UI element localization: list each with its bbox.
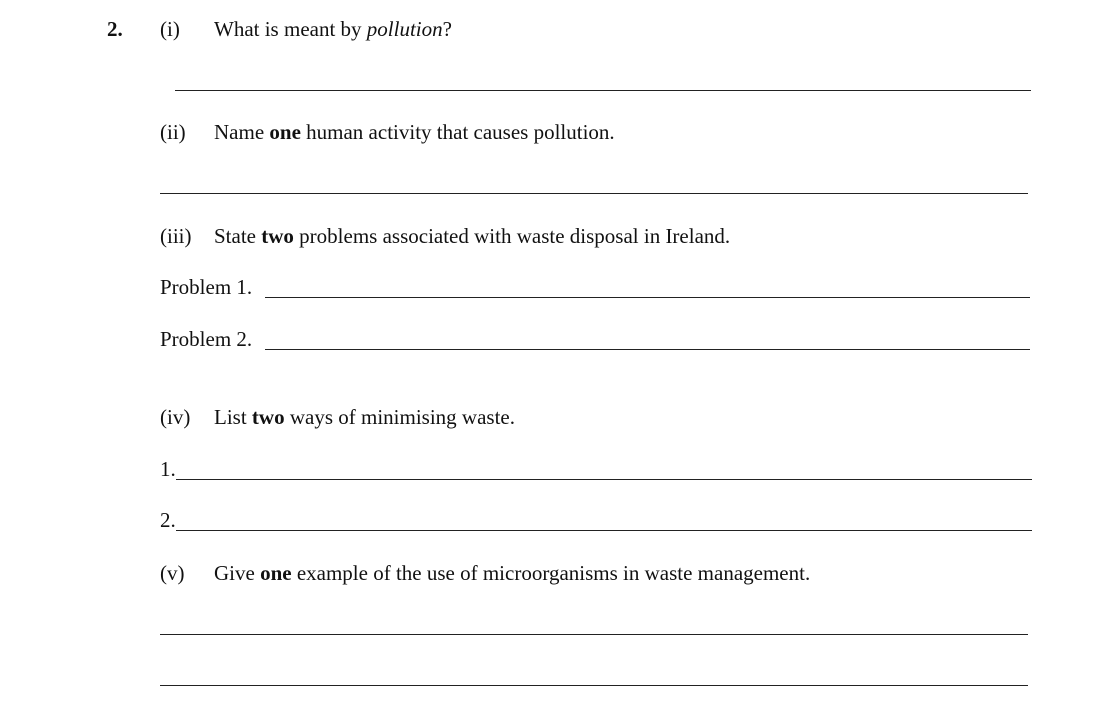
part-v-keyword: one — [260, 561, 292, 585]
part-iii-question: State two problems associated with waste disposal in Ireland. — [214, 224, 731, 248]
question-number: 2. — [107, 17, 123, 41]
part-v-label: (v) — [160, 561, 185, 585]
answer-line-problem-1[interactable] — [265, 297, 1030, 298]
way-1-label: 1. — [160, 457, 176, 481]
part-i-keyword: pollution — [366, 17, 443, 41]
part-iv-keyword: two — [251, 405, 285, 429]
part-ii-keyword: one — [269, 120, 301, 144]
answer-line-part-i[interactable] — [175, 90, 1031, 91]
part-ii-label: (ii) — [160, 120, 186, 144]
way-2-label: 2. — [160, 508, 176, 532]
problem-2-label: Problem 2. — [160, 327, 253, 351]
part-v-question: Give one example of the use of microorganisms in waste management. — [214, 561, 811, 585]
answer-line-part-ii[interactable] — [160, 193, 1028, 194]
part-ii-question: Name one human activity that causes pollution. — [214, 120, 615, 144]
part-iv-question: List two ways of minimising waste. — [214, 405, 515, 429]
problem-1-label: Problem 1. — [160, 275, 253, 299]
part-iii-keyword: two — [261, 224, 294, 248]
answer-line-part-v-2[interactable] — [160, 685, 1028, 686]
part-iv-label: (iv) — [160, 405, 191, 429]
answer-line-problem-2[interactable] — [265, 349, 1030, 350]
part-i-label: (i) — [160, 17, 180, 41]
answer-line-way-2[interactable] — [176, 530, 1032, 531]
answer-line-way-1[interactable] — [176, 479, 1032, 480]
part-iii-label: (iii) — [160, 224, 192, 248]
answer-line-part-v-1[interactable] — [160, 634, 1028, 635]
part-i-question: What is meant by pollution? — [214, 17, 452, 41]
